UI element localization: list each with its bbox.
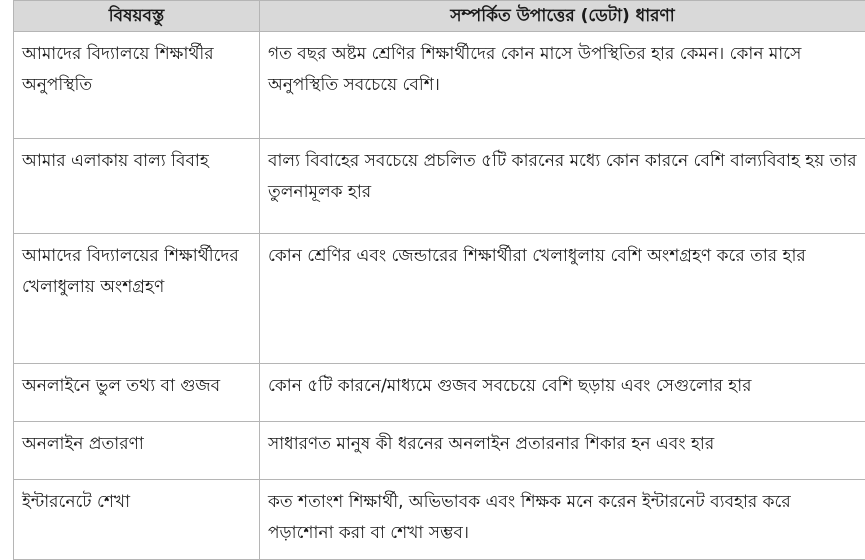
topic-cell: অনলাইন প্রতারণা <box>14 422 260 480</box>
topic-cell: আমাদের বিদ্যালয়ে শিক্ষার্থীর অনুপস্থিতি <box>14 32 260 139</box>
topic-cell: আমার এলাকায় বাল্য বিবাহ <box>14 139 260 234</box>
concept-cell: গত বছর অষ্টম শ্রেণির শিক্ষার্থীদের কোন মাসে উপস্থিতির হার কেমন। কোন মাসে অনুপস্থিতি সবচেয়ে বেশি। <box>260 32 865 139</box>
concept-cell: বাল্য বিবাহের সবচেয়ে প্রচলিত ৫টি কারনের মধ্যে কোন কারনে বেশি বাল্যবিবাহ হয় তার তুলনামূলক হার <box>260 139 865 234</box>
table-row <box>14 422 865 480</box>
concept-cell: কোন শ্রেণির এবং জেন্ডারের শিক্ষার্থীরা খেলাধুলায় বেশি অংশগ্রহণ করে তার হার <box>260 234 865 364</box>
topic-cell: আমাদের বিদ্যালয়ের শিক্ষার্থীদের খেলাধুলায় অংশগ্রহণ <box>14 234 260 364</box>
concept-cell: সাধারণত মানুষ কী ধরনের অনলাইন প্রতারনার শিকার হন এবং হার <box>260 422 865 480</box>
concept-cell: কত শতাংশ শিক্ষার্থী, অভিভাবক এবং শিক্ষক মনে করেন ইন্টারনেট ব্যবহার করে পড়াশোনা করা বা শেখা সম্ভব। <box>260 480 865 560</box>
topics-data-table <box>13 0 865 560</box>
header-data-concept: সম্পর্কিত উপাত্তের (ডেটা) ধারণা <box>260 1 865 32</box>
header-topic: বিষয়বস্তু <box>14 1 260 32</box>
table-row <box>14 139 865 234</box>
concept-cell: কোন ৫টি কারনে/মাধ্যমে গুজব সবচেয়ে বেশি ছড়ায় এবং সেগুলোর হার <box>260 364 865 422</box>
table-row <box>14 234 865 364</box>
table-row <box>14 480 865 560</box>
header-row <box>14 1 865 32</box>
topic-cell: ইন্টারনেটে শেখা <box>14 480 260 560</box>
table-row <box>14 32 865 139</box>
topic-cell: অনলাইনে ভুল তথ্য বা গুজব <box>14 364 260 422</box>
table-row <box>14 364 865 422</box>
